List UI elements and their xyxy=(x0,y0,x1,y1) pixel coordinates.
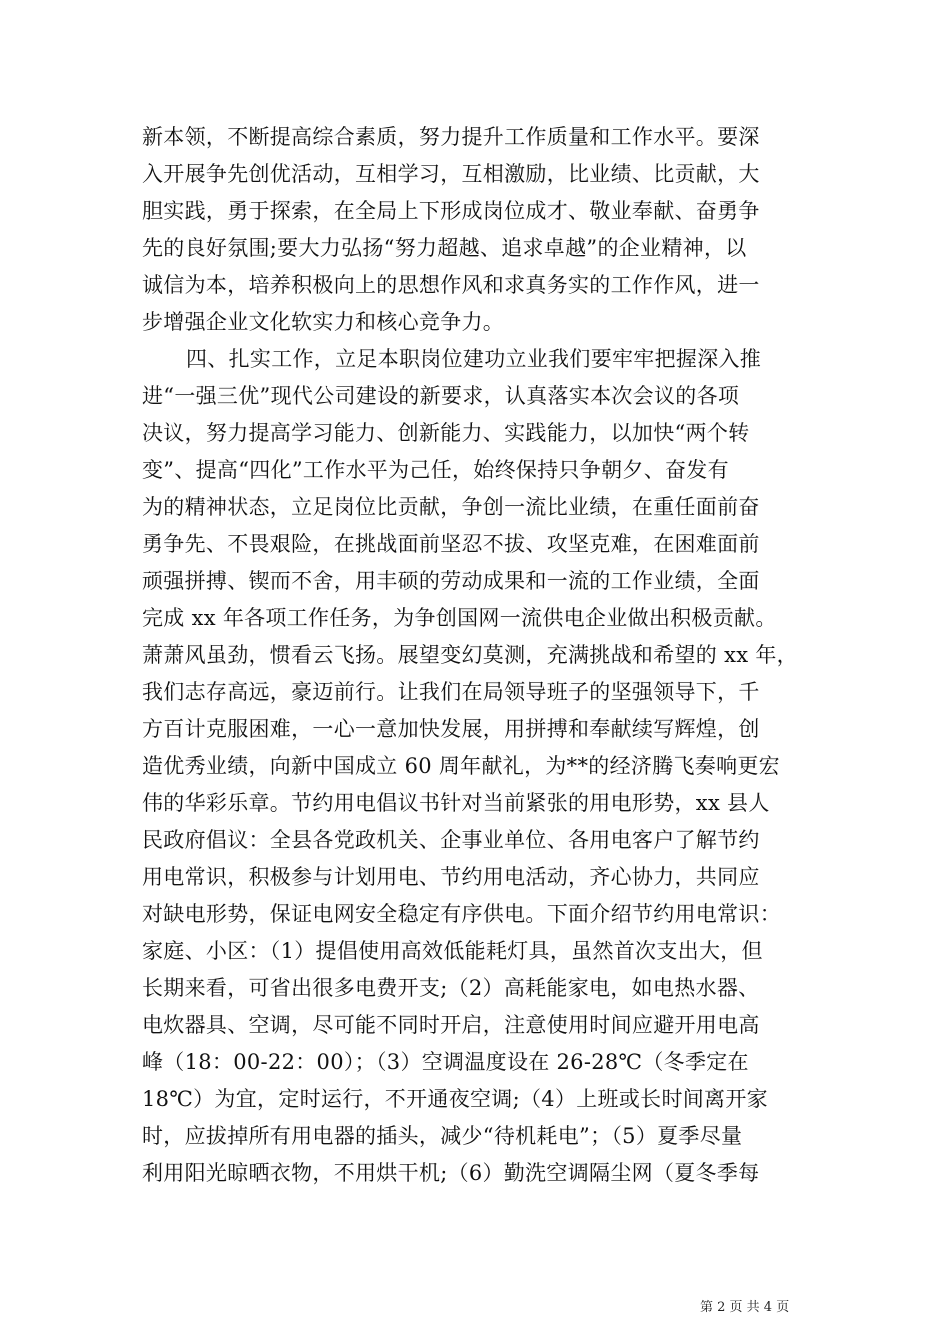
text-line: 萧萧风虽劲，惯看云飞扬。展望变幻莫测，充满挑战和希望的 xx 年， xyxy=(142,643,798,667)
text-line: 方百计克服困难，一心一意加快发展，用拼搏和奉献续写辉煌，创 xyxy=(142,717,760,741)
text-line: 变”、提高“四化”工作水平为己任，始终保持只争朝夕、奋发有 xyxy=(142,458,729,482)
text-line: 胆实践，勇于探索，在全局上下形成岗位成才、敬业奉献、奋勇争 xyxy=(142,199,760,223)
text-line: 18℃）为宜，定时运行，不开通夜空调;（4）上班或长时间离开家 xyxy=(142,1087,768,1111)
text-line: 步增强企业文化软实力和核心竞争力。 xyxy=(142,310,505,334)
text-line: 对缺电形势，保证电网安全稳定有序供电。下面介绍节约用电常识： xyxy=(142,902,781,926)
text-line: 完成 xx 年各项工作任务，为争创国网一流供电企业做出积极贡献。 xyxy=(142,606,777,630)
paragraph-start-line: 四、扎实工作，立足本职岗位建功立业我们要牢牢把握深入推 xyxy=(186,347,762,371)
text-line: 长期来看，可省出很多电费开支;（2）高耗能家电，如电热水器、 xyxy=(142,976,760,1000)
text-line: 家庭、小区：（1）提倡使用高效低能耗灯具，虽然首次支出大，但 xyxy=(142,939,763,963)
text-line: 电炊器具、空调，尽可能不同时开启，注意使用时间应避开用电高 xyxy=(142,1013,760,1037)
text-line: 先的良好氛围;要大力弘扬“努力超越、追求卓越”的企业精神，以 xyxy=(142,236,747,260)
text-line: 新本领，不断提高综合素质，努力提升工作质量和工作水平。要深 xyxy=(142,125,760,149)
text-line: 造优秀业绩，向新中国成立 60 周年献礼，为**的经济腾飞奏响更宏 xyxy=(142,754,780,778)
text-line: 用电常识，积极参与计划用电、节约用电活动，齐心协力，共同应 xyxy=(142,865,760,889)
text-line: 我们志存高远，豪迈前行。让我们在局领导班子的坚强领导下，千 xyxy=(142,680,760,704)
text-line: 顽强拼搏、锲而不舍，用丰硕的劳动成果和一流的工作业绩，全面 xyxy=(142,569,760,593)
text-line: 入开展争先创优活动，互相学习，互相激励，比业绩、比贡献，大 xyxy=(142,162,760,186)
text-line: 民政府倡议：全县各党政机关、企事业单位、各用电客户了解节约 xyxy=(142,828,760,852)
page-number: 第 2 页 共 4 页 xyxy=(700,1300,790,1315)
text-line: 决议，努力提高学习能力、创新能力、实践能力，以加快“两个转 xyxy=(142,421,750,445)
text-line: 勇争先、不畏艰险，在挑战面前坚忍不拔、攻坚克难，在困难面前 xyxy=(142,532,760,556)
text-line: 伟的华彩乐章。节约用电倡议书针对当前紧张的用电形势，xx 县人 xyxy=(142,791,770,815)
text-line: 峰（18：00-22：00）；（3）空调温度设在 26-28℃（冬季定在 xyxy=(142,1050,749,1074)
text-line: 时，应拔掉所有用电器的插头，减少“待机耗电”；（5）夏季尽量 xyxy=(142,1124,743,1148)
text-line: 诚信为本，培养积极向上的思想作风和求真务实的工作作风，进一 xyxy=(142,273,760,297)
text-line: 利用阳光晾晒衣物，不用烘干机;（6）勤洗空调隔尘网（夏冬季每 xyxy=(142,1161,760,1185)
text-line: 进“一强三优”现代公司建设的新要求，认真落实本次会议的各项 xyxy=(142,384,740,408)
text-line: 为的精神状态，立足岗位比贡献，争创一流比业绩，在重任面前奋 xyxy=(142,495,760,519)
